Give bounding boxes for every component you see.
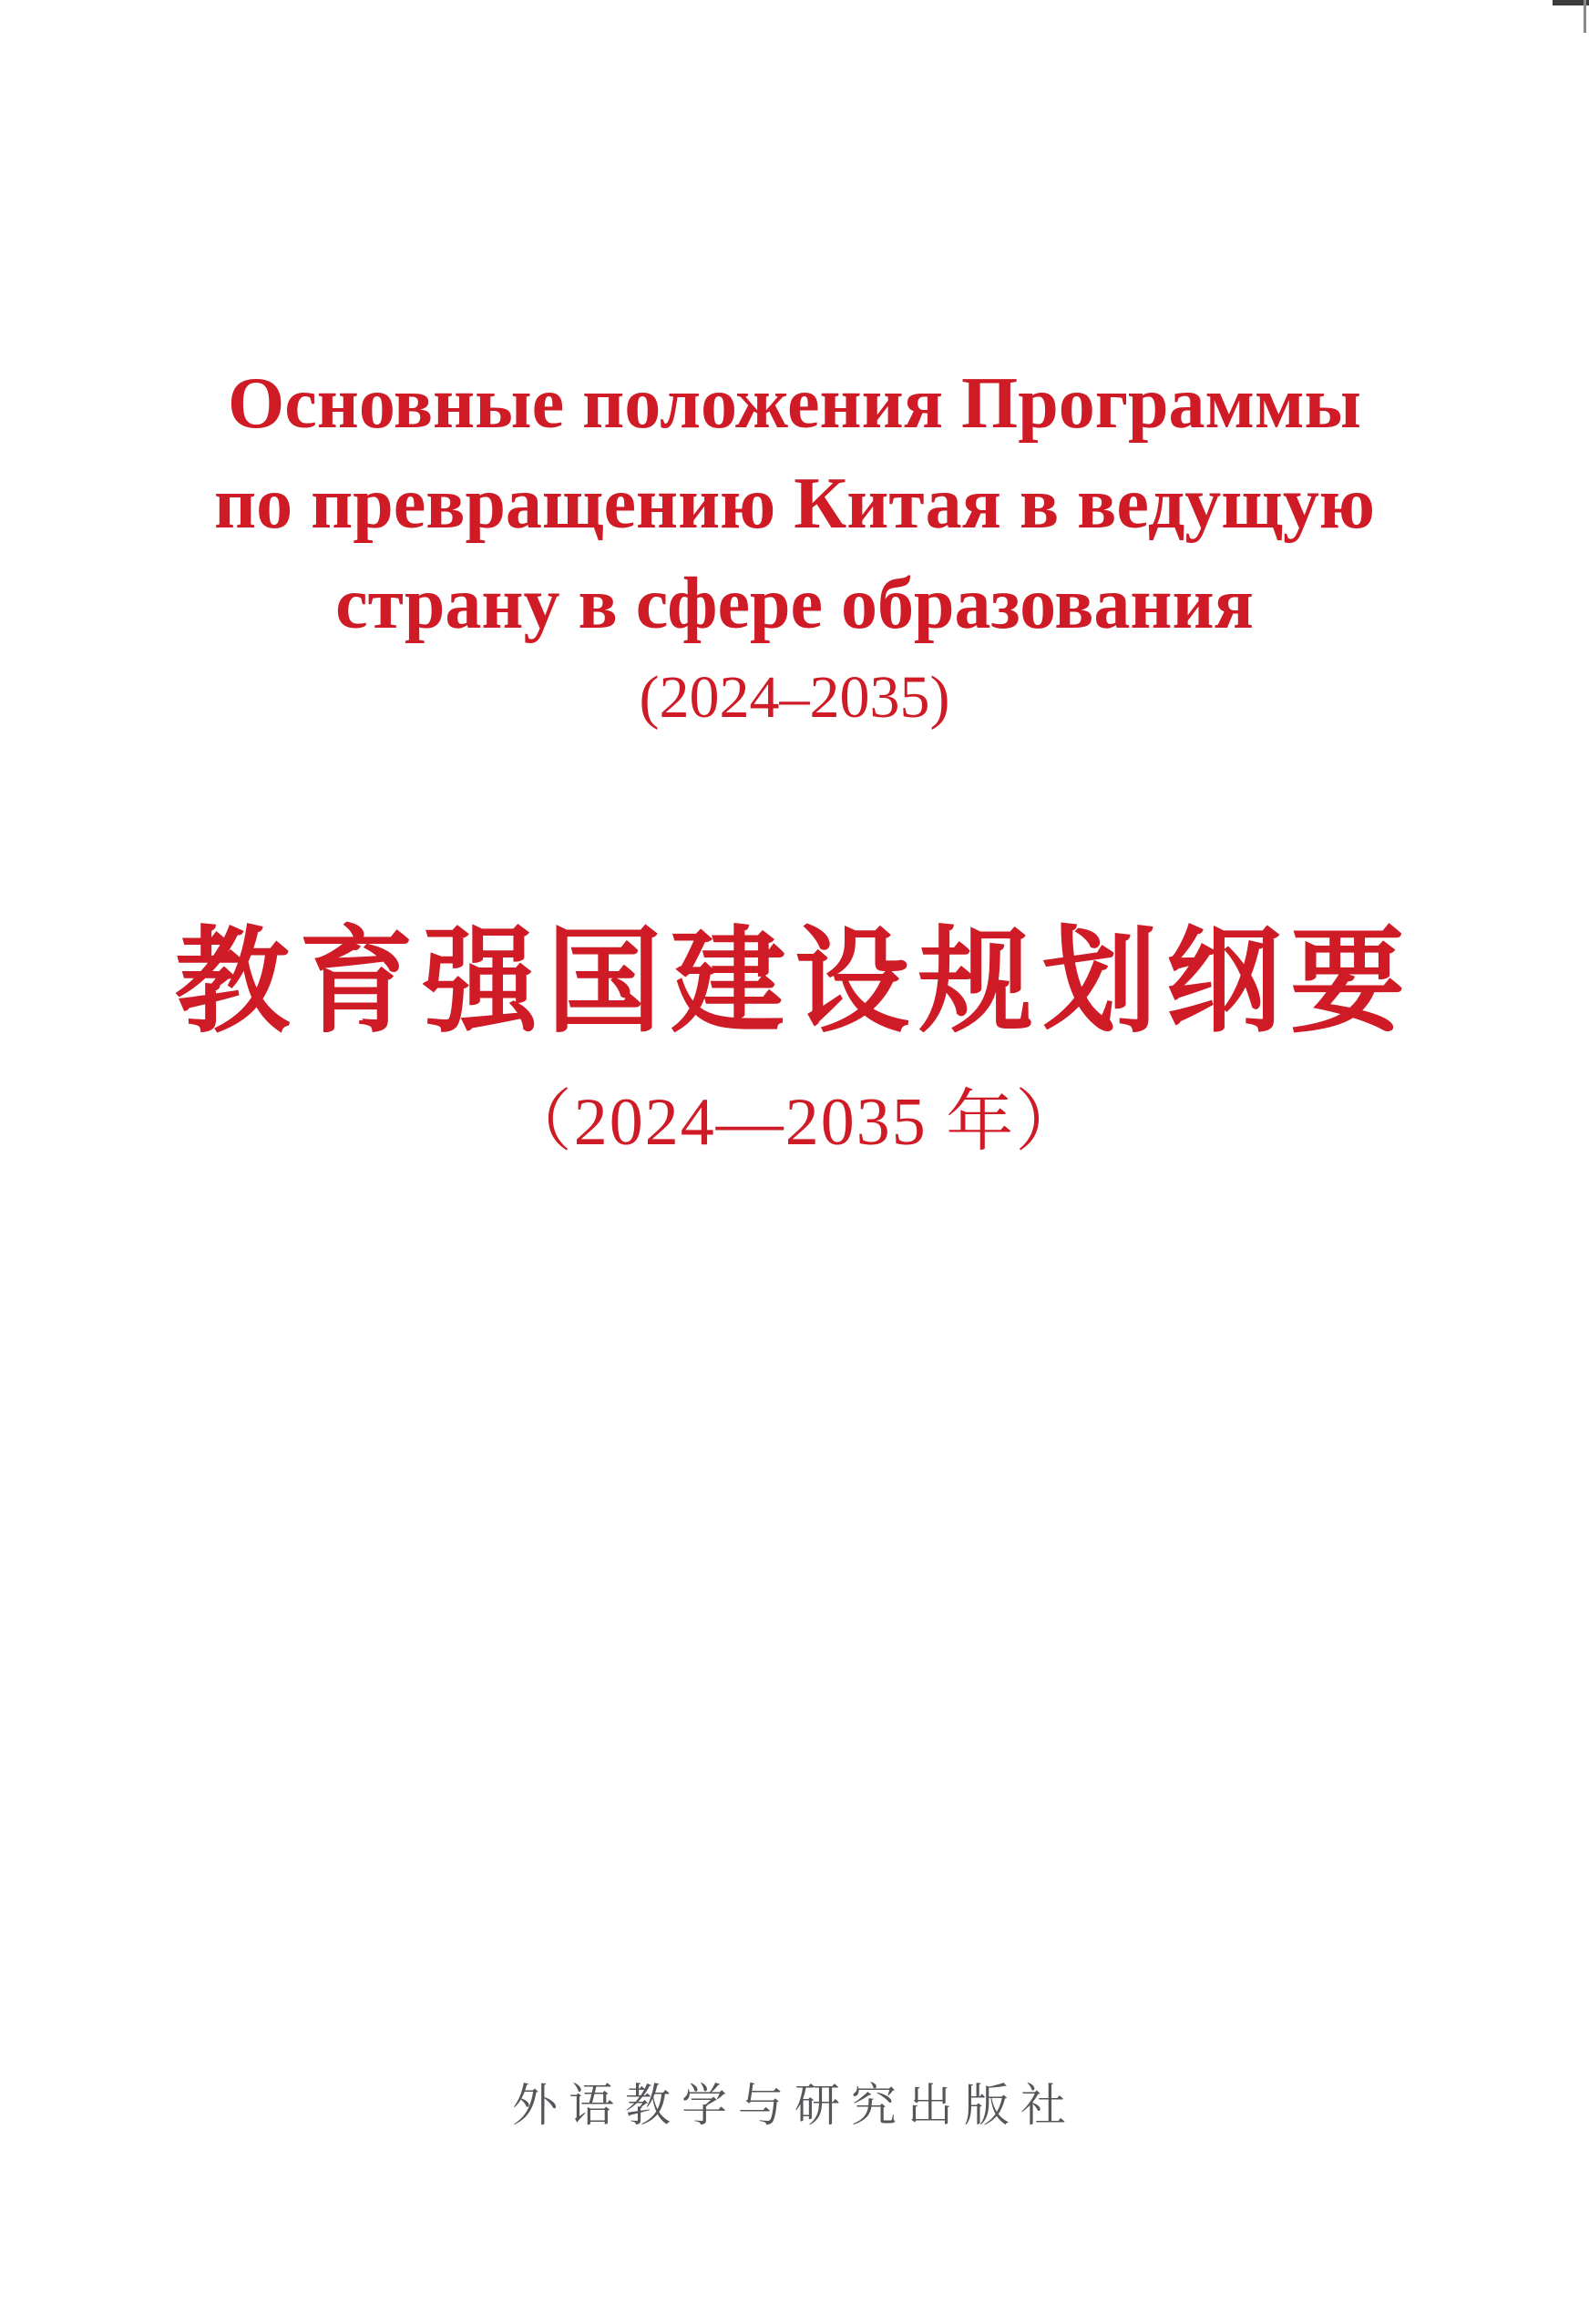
scan-corner-artifact-vertical (1584, 0, 1586, 33)
russian-title-line-3: страну в сфере образования (335, 564, 1254, 644)
chinese-title-date: （2024—2035 年） (504, 1085, 1085, 1160)
publisher-name: 外语教学与研究出版社 (512, 2080, 1077, 2131)
russian-title (0, 353, 1589, 654)
russian-title-line-1: Основные положения Программы (228, 363, 1361, 444)
russian-title-line-2: по превращению Китая в ведущую (214, 464, 1375, 544)
russian-title-date: (2024–2035) (639, 664, 950, 731)
chinese-title: 教育强国建设规划纲要 (175, 920, 1414, 1047)
